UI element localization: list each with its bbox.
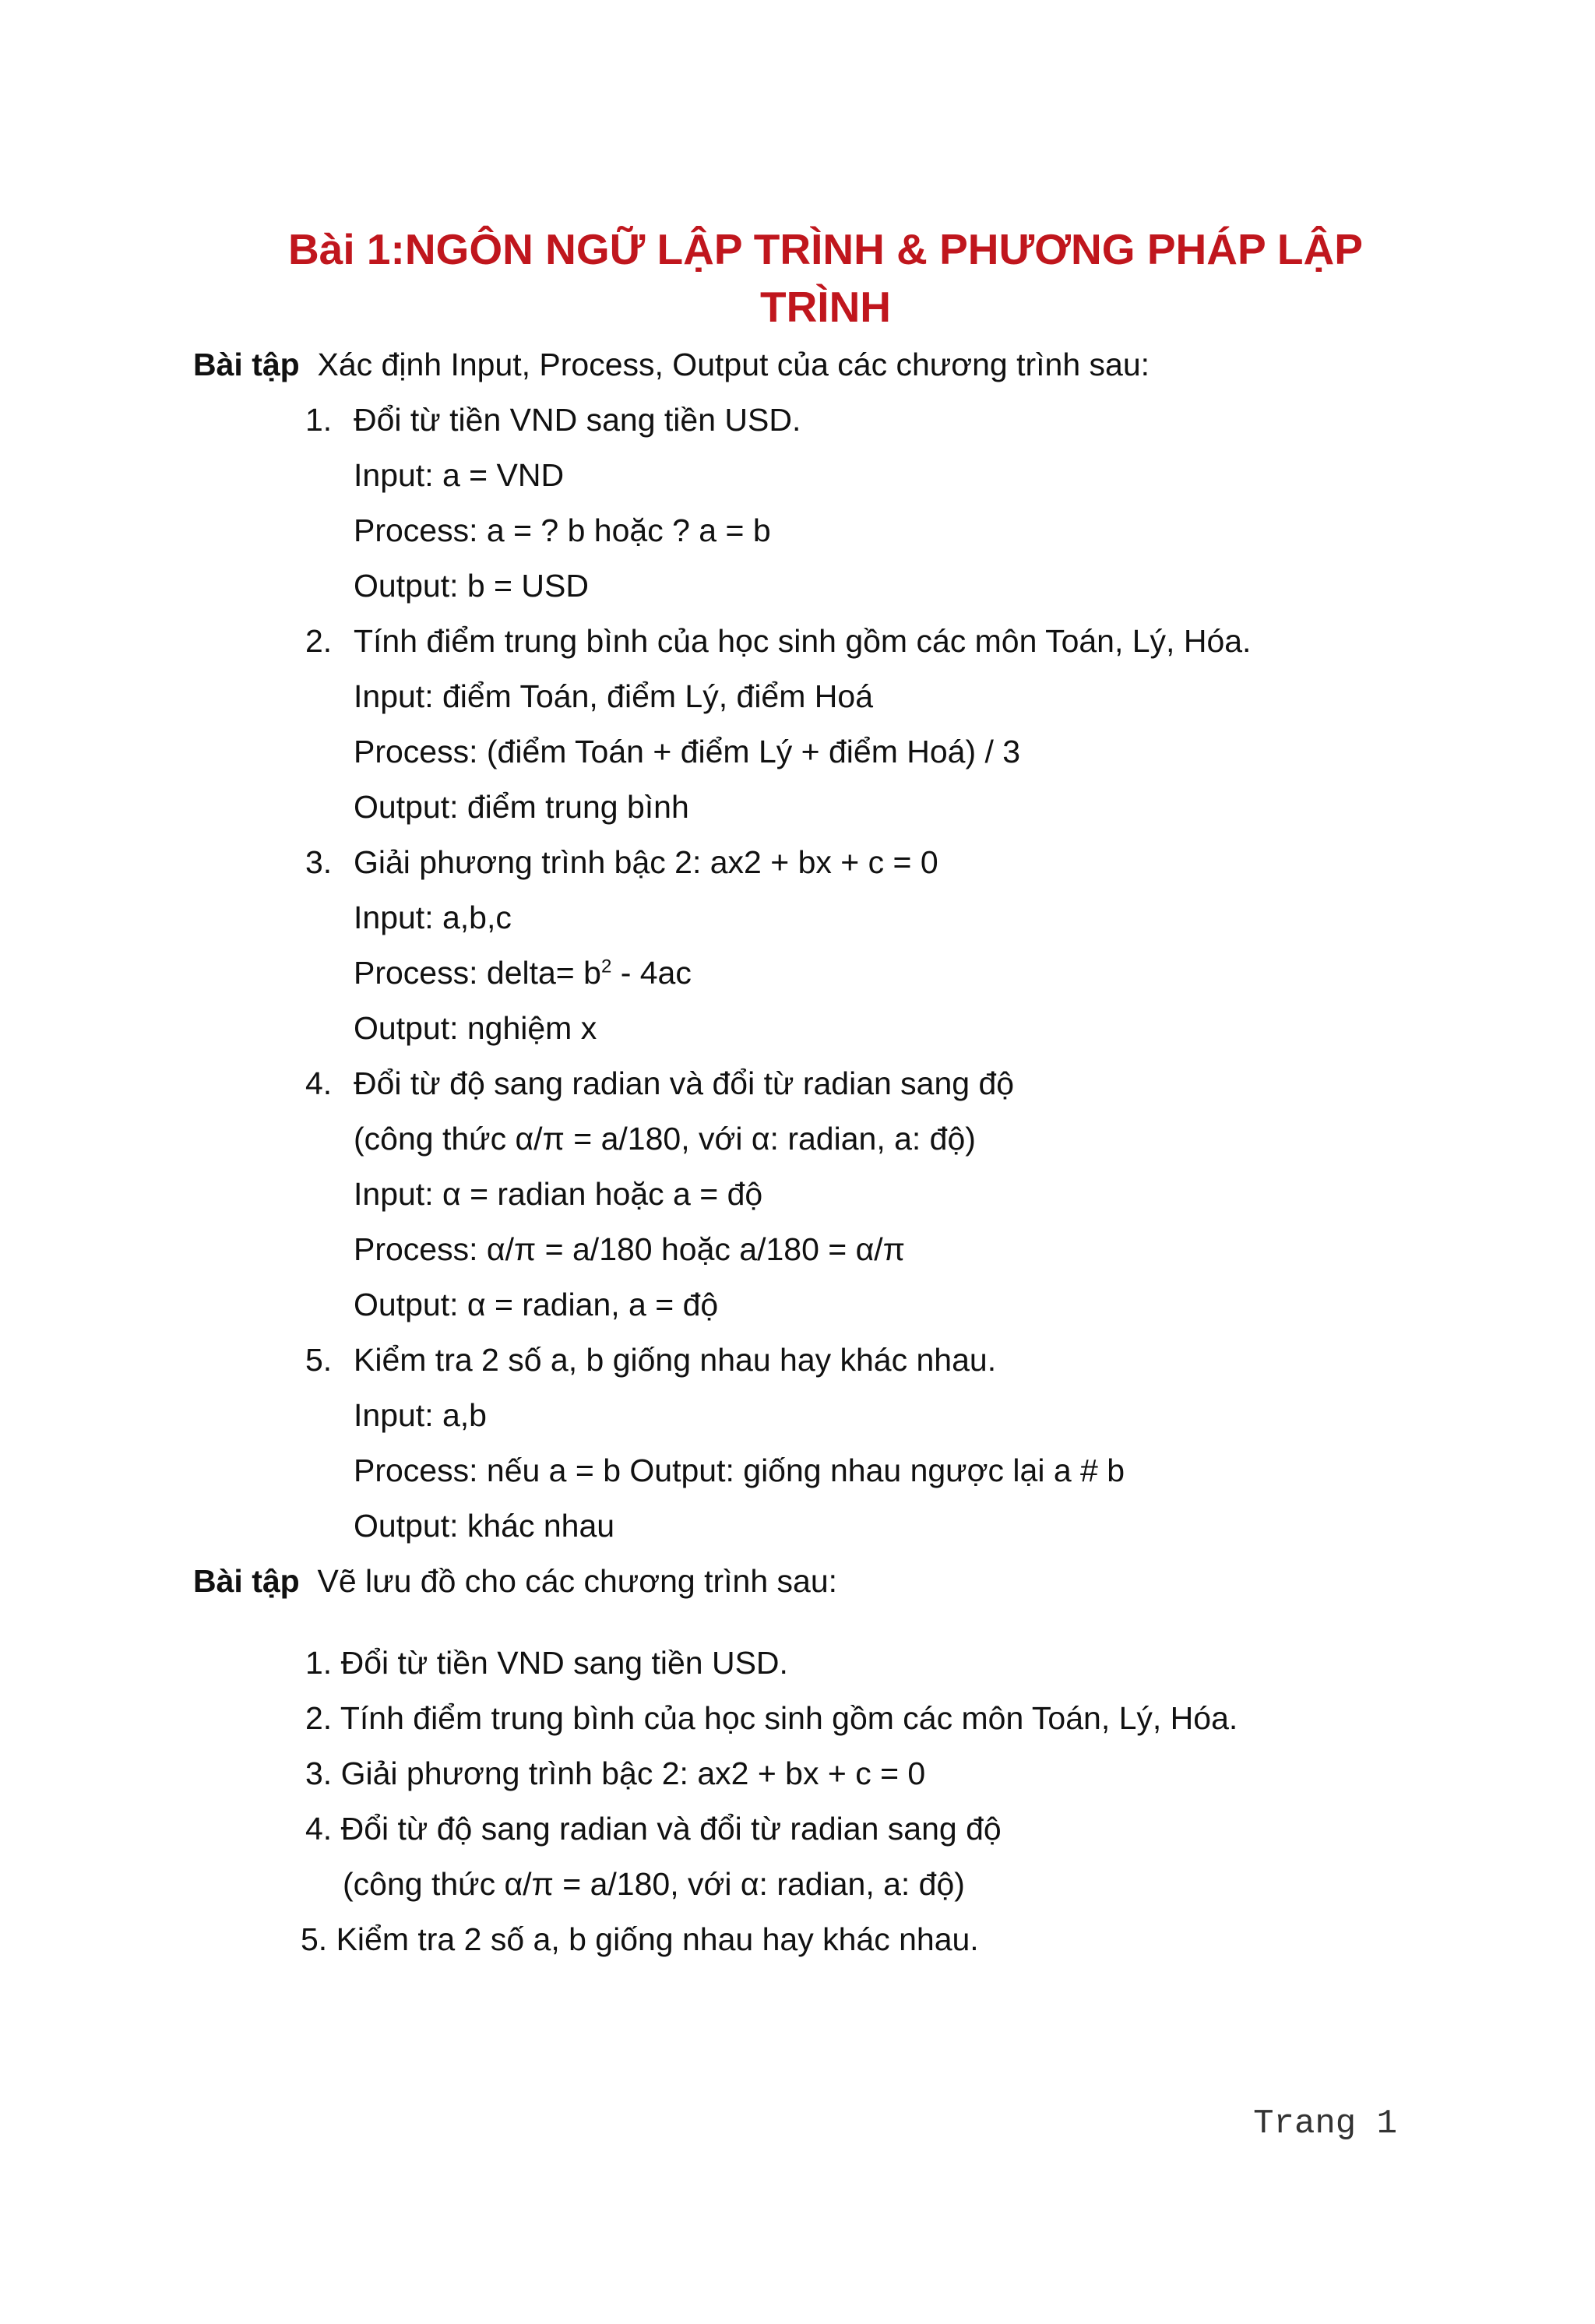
exercise-2-input: Input: điểm Toán, điểm Lý, điểm Hoá — [354, 678, 873, 714]
exercise-3-process-rest: - 4ac — [611, 955, 692, 991]
section-1-label: Bài tập — [193, 347, 300, 382]
flowchart-item-2: 2. Tính điểm trung bình của học sinh gồm các môn Toán, Lý, Hóa. — [305, 1700, 1238, 1736]
exercise-2-output: Output: điểm trung bình — [354, 789, 689, 825]
section-1-text: Xác định Input, Process, Output của các chương trình sau: — [317, 347, 1150, 382]
exercise-5-number: 5. — [305, 1342, 333, 1378]
exercise-5-text: Kiểm tra 2 số a, b giống nhau hay khác nhau. — [354, 1342, 997, 1378]
exercise-4-text: Đổi từ độ sang radian và đổi từ radian sang độ — [354, 1065, 1015, 1101]
exercise-3-process-superscript: 2 — [600, 956, 612, 977]
exercise-5-input: Input: a,b — [354, 1397, 487, 1433]
exercise-3 — [305, 843, 938, 882]
exercise-1-number: 1. — [305, 402, 333, 438]
exercise-4-number: 4. — [305, 1065, 333, 1101]
exercise-2 — [305, 621, 1251, 660]
exercise-3-output: Output: nghiệm x — [354, 1010, 597, 1046]
flowchart-item-3: 3. Giải phương trình bậc 2: ax2 + bx + c = 0 — [305, 1755, 926, 1791]
exercise-1-process: Process: a = ? b hoặc ? a = b — [354, 512, 771, 548]
page-title — [195, 220, 1456, 336]
exercise-3-process — [354, 953, 692, 992]
page-title-line-1: Bài 1:NGÔN NGỮ LẬP TRÌNH & PHƯƠNG PHÁP LẬP — [288, 225, 1363, 273]
section-2-text: Vẽ lưu đồ cho các chương trình sau: — [317, 1563, 838, 1599]
exercise-1 — [305, 400, 801, 439]
flowchart-item-5: 5. Kiểm tra 2 số a, b giống nhau hay khác nhau. — [301, 1921, 979, 1957]
section-2-heading — [193, 1562, 837, 1600]
exercise-2-text: Tính điểm trung bình của học sinh gồm các môn Toán, Lý, Hóa. — [354, 623, 1252, 659]
section-1-heading — [193, 345, 1150, 384]
exercise-1-input: Input: a = VND — [354, 457, 565, 493]
exercise-3-number: 3. — [305, 844, 333, 880]
exercise-4 — [305, 1064, 1014, 1103]
exercise-4-input: Input: α = radian hoặc a = độ — [354, 1176, 763, 1212]
exercise-5-process: Process: nếu a = b Output: giống nhau ngược lại a # b — [354, 1452, 1125, 1488]
exercise-2-number: 2. — [305, 623, 333, 659]
page-title-line-2: TRÌNH — [759, 283, 892, 331]
exercise-4-output: Output: α = radian, a = độ — [354, 1287, 719, 1322]
page-number: Trang 1 — [1253, 2104, 1397, 2143]
exercise-4-formula-note: (công thức α/π = a/180, với α: radian, a: độ) — [354, 1121, 976, 1157]
exercise-5 — [305, 1340, 996, 1379]
exercise-5-output: Output: khác nhau — [354, 1508, 615, 1544]
exercise-3-input: Input: a,b,c — [354, 900, 512, 935]
flowchart-item-4: 4. Đổi từ độ sang radian và đổi từ radian sang độ — [305, 1811, 1002, 1847]
exercise-1-output: Output: b = USD — [354, 568, 589, 604]
exercise-3-text: Giải phương trình bậc 2: ax2 + bx + c = 0 — [354, 844, 938, 880]
exercise-1-text: Đổi từ tiền VND sang tiền USD. — [354, 402, 801, 438]
exercise-2-process: Process: (điểm Toán + điểm Lý + điểm Hoá) / 3 — [354, 734, 1021, 769]
flowchart-item-1: 1. Đổi từ tiền VND sang tiền USD. — [305, 1645, 788, 1681]
exercise-3-process-text: Process: delta= b — [354, 955, 601, 991]
section-2-label: Bài tập — [193, 1563, 300, 1599]
flowchart-item-4-formula-note: (công thức α/π = a/180, với α: radian, a: độ) — [343, 1866, 965, 1902]
exercise-4-process: Process: α/π = a/180 hoặc a/180 = α/π — [354, 1231, 905, 1267]
